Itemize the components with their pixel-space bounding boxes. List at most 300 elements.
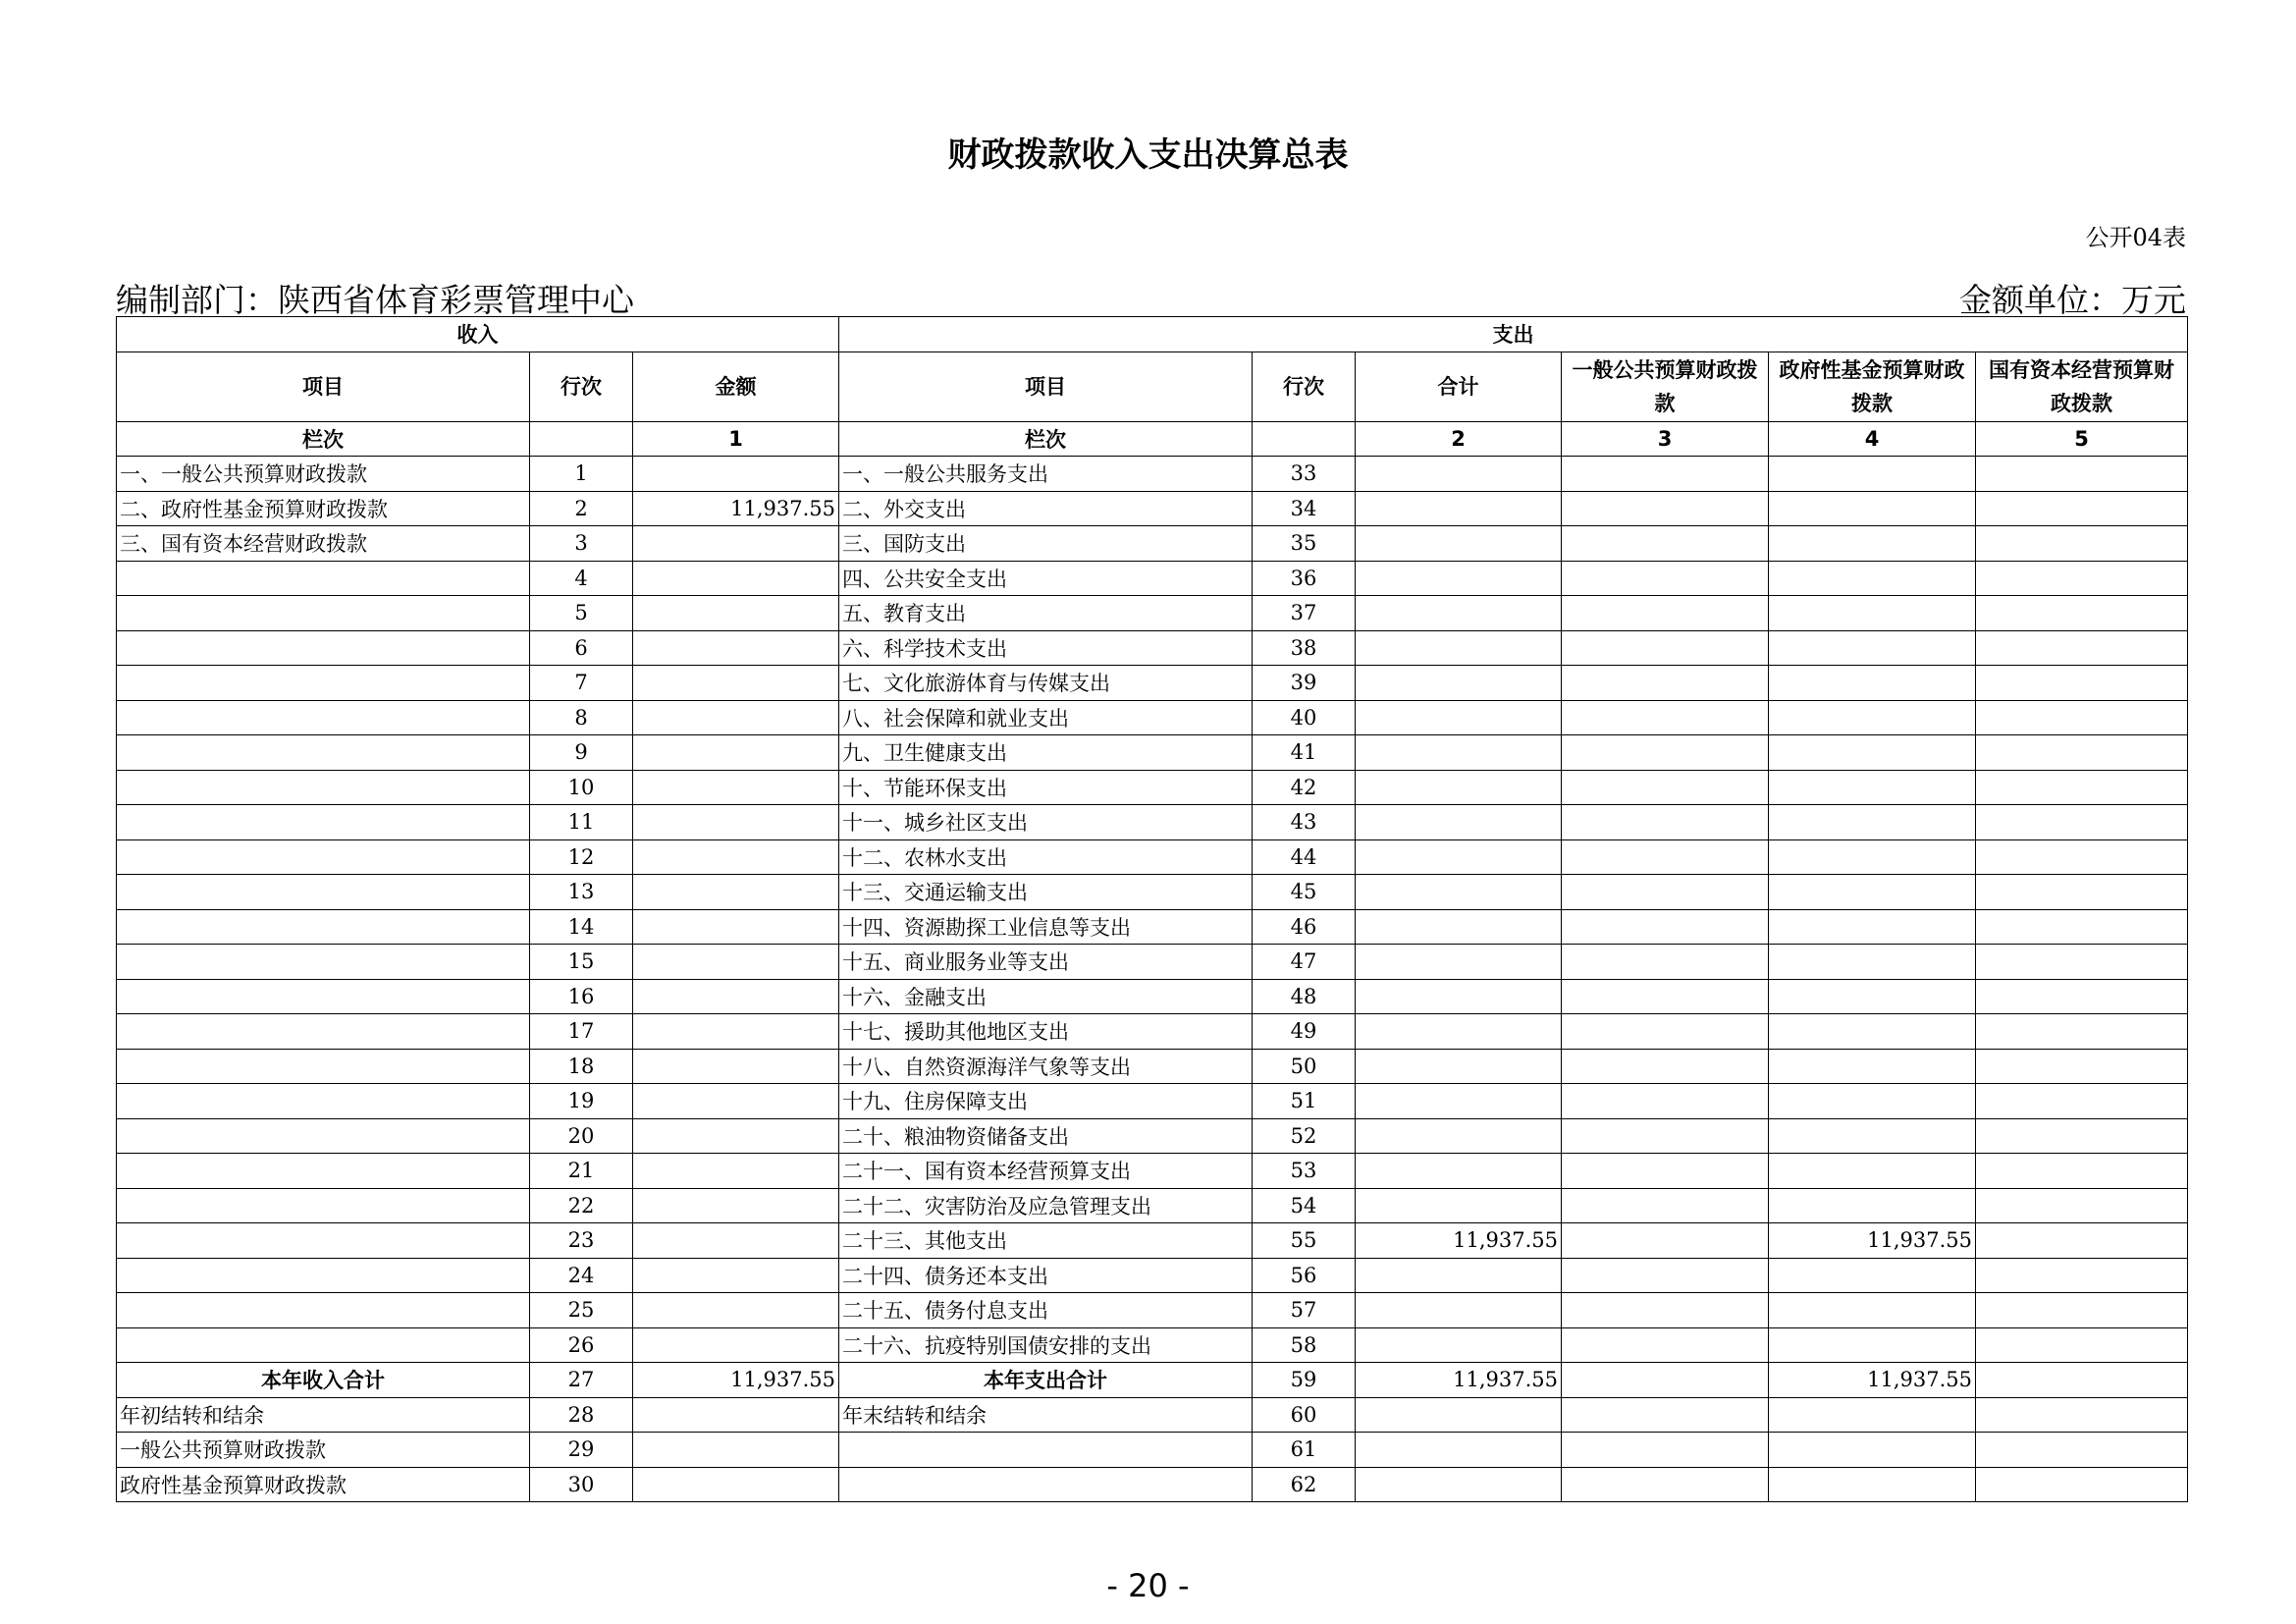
income-row-no-cell: 23 bbox=[530, 1223, 633, 1259]
table-row bbox=[117, 1327, 2188, 1363]
fiscal-table bbox=[116, 316, 2188, 1502]
table-row bbox=[117, 875, 2188, 910]
fund-budget-cell bbox=[1769, 805, 1976, 840]
table-row bbox=[117, 1084, 2188, 1119]
income-item-cell bbox=[117, 770, 530, 805]
expense-row-no-cell: 42 bbox=[1253, 770, 1356, 805]
income-item-cell bbox=[117, 839, 530, 875]
general-budget-cell bbox=[1562, 561, 1769, 596]
table-row bbox=[117, 491, 2188, 526]
expense-row-no-cell: 48 bbox=[1253, 979, 1356, 1014]
income-item-cell bbox=[117, 1154, 530, 1189]
state-capital-cell bbox=[1976, 666, 2188, 701]
compiling-department: 编制部门：陕西省体育彩票管理中心 bbox=[116, 281, 634, 319]
expense-item-cell: 八、社会保障和就业支出 bbox=[839, 700, 1253, 735]
income-row-no-cell: 14 bbox=[530, 909, 633, 945]
income-row-no-cell: 28 bbox=[530, 1397, 633, 1433]
income-row-no-cell: 18 bbox=[530, 1049, 633, 1084]
income-item-cell: 二、政府性基金预算财政拨款 bbox=[117, 491, 530, 526]
general-budget-cell bbox=[1562, 526, 1769, 562]
expense-item-cell: 十七、援助其他地区支出 bbox=[839, 1014, 1253, 1050]
fund-budget-cell bbox=[1769, 1397, 1976, 1433]
state-capital-cell bbox=[1976, 1433, 2188, 1468]
expense-row-no-cell: 53 bbox=[1253, 1154, 1356, 1189]
income-amount-cell bbox=[633, 457, 839, 492]
state-capital-cell bbox=[1976, 875, 2188, 910]
total-cell bbox=[1356, 700, 1562, 735]
expense-row-no-header: 行次 bbox=[1253, 352, 1356, 421]
fund-budget-cell bbox=[1769, 1258, 1976, 1293]
income-row-no-cell: 2 bbox=[530, 491, 633, 526]
income-row-no-cell: 6 bbox=[530, 630, 633, 666]
state-capital-cell bbox=[1976, 770, 2188, 805]
income-item-cell bbox=[117, 596, 530, 631]
expense-row-no-cell: 33 bbox=[1253, 457, 1356, 492]
income-amount-cell bbox=[633, 596, 839, 631]
expense-item-cell: 十九、住房保障支出 bbox=[839, 1084, 1253, 1119]
column-number: 1 bbox=[633, 421, 839, 457]
state-capital-cell bbox=[1976, 979, 2188, 1014]
fund-budget-cell bbox=[1769, 457, 1976, 492]
income-row-no-cell: 27 bbox=[530, 1363, 633, 1398]
state-capital-cell bbox=[1976, 526, 2188, 562]
expense-row-no-cell: 47 bbox=[1253, 945, 1356, 980]
table-row bbox=[117, 1363, 2188, 1398]
table-row bbox=[117, 839, 2188, 875]
income-amount-header: 金额 bbox=[633, 352, 839, 421]
table-row bbox=[117, 1118, 2188, 1154]
total-cell bbox=[1356, 596, 1562, 631]
fund-budget-cell bbox=[1769, 1049, 1976, 1084]
state-capital-cell bbox=[1976, 1154, 2188, 1189]
fund-budget-cell bbox=[1769, 875, 1976, 910]
table-row bbox=[117, 1154, 2188, 1189]
general-budget-cell bbox=[1562, 979, 1769, 1014]
state-capital-cell bbox=[1976, 1118, 2188, 1154]
fund-budget-cell bbox=[1769, 1118, 1976, 1154]
income-row-no-cell: 25 bbox=[530, 1293, 633, 1328]
table-row bbox=[117, 1258, 2188, 1293]
total-cell bbox=[1356, 1327, 1562, 1363]
total-cell bbox=[1356, 1467, 1562, 1502]
total-cell bbox=[1356, 666, 1562, 701]
income-amount-cell bbox=[633, 526, 839, 562]
income-item-cell bbox=[117, 666, 530, 701]
page-title: 财政拨款收入支出决算总表 bbox=[947, 135, 1349, 175]
table-row bbox=[117, 770, 2188, 805]
income-amount-cell bbox=[633, 875, 839, 910]
fund-budget-cell bbox=[1769, 666, 1976, 701]
income-item-cell: 一般公共预算财政拨款 bbox=[117, 1433, 530, 1468]
income-item-cell bbox=[117, 700, 530, 735]
income-row-no-cell: 9 bbox=[530, 735, 633, 771]
expense-row-no-cell: 61 bbox=[1253, 1433, 1356, 1468]
income-row-no-cell: 26 bbox=[530, 1327, 633, 1363]
expense-row-no-cell: 46 bbox=[1253, 909, 1356, 945]
table-row bbox=[117, 1433, 2188, 1468]
income-row-no-cell: 17 bbox=[530, 1014, 633, 1050]
expense-item-header: 项目 bbox=[839, 352, 1253, 421]
state-capital-cell bbox=[1976, 1223, 2188, 1259]
total-cell bbox=[1356, 561, 1562, 596]
state-capital-cell bbox=[1976, 839, 2188, 875]
fund-budget-cell bbox=[1769, 526, 1976, 562]
income-item-cell bbox=[117, 1049, 530, 1084]
expense-item-cell: 二十四、债务还本支出 bbox=[839, 1258, 1253, 1293]
state-capital-cell bbox=[1976, 700, 2188, 735]
expense-item-cell bbox=[839, 1433, 1253, 1468]
expense-header: 支出 bbox=[839, 317, 2188, 352]
total-cell bbox=[1356, 1433, 1562, 1468]
income-item-cell bbox=[117, 805, 530, 840]
total-cell bbox=[1356, 1014, 1562, 1050]
expense-row-no-cell: 39 bbox=[1253, 666, 1356, 701]
total-cell bbox=[1356, 1084, 1562, 1119]
fund-budget-cell bbox=[1769, 1433, 1976, 1468]
general-budget-cell bbox=[1562, 630, 1769, 666]
state-capital-cell bbox=[1976, 1014, 2188, 1050]
general-budget-cell bbox=[1562, 735, 1769, 771]
fund-budget-cell bbox=[1769, 909, 1976, 945]
expense-row-no-cell: 55 bbox=[1253, 1223, 1356, 1259]
expense-item-cell: 二十二、灾害防治及应急管理支出 bbox=[839, 1188, 1253, 1223]
expense-row-no-cell: 38 bbox=[1253, 630, 1356, 666]
table-row bbox=[117, 526, 2188, 562]
fund-budget-cell bbox=[1769, 1327, 1976, 1363]
expense-item-cell: 二、外交支出 bbox=[839, 491, 1253, 526]
total-cell bbox=[1356, 735, 1562, 771]
expense-item-cell: 一、一般公共服务支出 bbox=[839, 457, 1253, 492]
form-number: 公开04表 bbox=[2085, 224, 2186, 251]
income-amount-cell bbox=[633, 805, 839, 840]
income-amount-cell bbox=[633, 979, 839, 1014]
income-item-cell bbox=[117, 1327, 530, 1363]
income-row-no-cell: 4 bbox=[530, 561, 633, 596]
expense-row-no-cell: 34 bbox=[1253, 491, 1356, 526]
expense-item-cell: 二十六、抗疫特别国债安排的支出 bbox=[839, 1327, 1253, 1363]
fund-budget-cell bbox=[1769, 839, 1976, 875]
income-amount-cell bbox=[633, 630, 839, 666]
column-number: 5 bbox=[1976, 421, 2188, 457]
table-row bbox=[117, 561, 2188, 596]
state-capital-cell bbox=[1976, 1397, 2188, 1433]
fund-budget-header: 政府性基金预算财政拨款 bbox=[1769, 352, 1976, 421]
income-row-no-cell: 21 bbox=[530, 1154, 633, 1189]
income-item-cell: 年初结转和结余 bbox=[117, 1397, 530, 1433]
general-budget-cell bbox=[1562, 770, 1769, 805]
fund-budget-cell bbox=[1769, 1084, 1976, 1119]
state-capital-cell bbox=[1976, 491, 2188, 526]
state-capital-cell bbox=[1976, 596, 2188, 631]
general-budget-cell bbox=[1562, 1433, 1769, 1468]
income-amount-cell bbox=[633, 700, 839, 735]
expense-item-cell: 二十三、其他支出 bbox=[839, 1223, 1253, 1259]
income-amount-cell bbox=[633, 1467, 839, 1502]
table-row bbox=[117, 457, 2188, 492]
total-header: 合计 bbox=[1356, 352, 1562, 421]
state-capital-cell bbox=[1976, 1363, 2188, 1398]
general-budget-cell bbox=[1562, 596, 1769, 631]
general-budget-cell bbox=[1562, 457, 1769, 492]
income-item-cell bbox=[117, 1188, 530, 1223]
expense-row-no-cell: 44 bbox=[1253, 839, 1356, 875]
total-cell bbox=[1356, 457, 1562, 492]
total-cell bbox=[1356, 805, 1562, 840]
income-row-no-cell: 13 bbox=[530, 875, 633, 910]
state-capital-cell bbox=[1976, 561, 2188, 596]
income-amount-cell bbox=[633, 770, 839, 805]
income-item-cell bbox=[117, 1293, 530, 1328]
state-capital-cell bbox=[1976, 1049, 2188, 1084]
expense-item-cell: 七、文化旅游体育与传媒支出 bbox=[839, 666, 1253, 701]
fund-budget-cell bbox=[1769, 1188, 1976, 1223]
state-capital-cell bbox=[1976, 1084, 2188, 1119]
income-item-cell bbox=[117, 909, 530, 945]
fund-budget-cell: 11,937.55 bbox=[1769, 1363, 1976, 1398]
income-row-no-cell: 19 bbox=[530, 1084, 633, 1119]
income-amount-cell bbox=[633, 1327, 839, 1363]
expense-item-cell: 十五、商业服务业等支出 bbox=[839, 945, 1253, 980]
column-blank bbox=[1253, 421, 1356, 457]
income-amount-cell bbox=[633, 839, 839, 875]
general-budget-cell bbox=[1562, 1014, 1769, 1050]
income-item-cell: 三、国有资本经营财政拨款 bbox=[117, 526, 530, 562]
income-row-no-cell: 10 bbox=[530, 770, 633, 805]
state-capital-cell bbox=[1976, 630, 2188, 666]
income-amount-cell: 11,937.55 bbox=[633, 491, 839, 526]
expense-item-cell: 十、节能环保支出 bbox=[839, 770, 1253, 805]
income-amount-cell bbox=[633, 1188, 839, 1223]
expense-row-no-cell: 41 bbox=[1253, 735, 1356, 771]
income-row-no-cell: 11 bbox=[530, 805, 633, 840]
income-amount-cell bbox=[633, 1397, 839, 1433]
expense-row-no-cell: 59 bbox=[1253, 1363, 1356, 1398]
total-cell: 11,937.55 bbox=[1356, 1363, 1562, 1398]
total-cell bbox=[1356, 909, 1562, 945]
page-number: - 20 - bbox=[1106, 1567, 1190, 1604]
income-header: 收入 bbox=[117, 317, 839, 352]
income-amount-cell bbox=[633, 1049, 839, 1084]
general-budget-cell bbox=[1562, 805, 1769, 840]
expense-row-no-cell: 54 bbox=[1253, 1188, 1356, 1223]
income-row-no-cell: 3 bbox=[530, 526, 633, 562]
fund-budget-cell bbox=[1769, 979, 1976, 1014]
expense-row-no-cell: 49 bbox=[1253, 1014, 1356, 1050]
total-cell bbox=[1356, 1293, 1562, 1328]
general-budget-cell bbox=[1562, 1188, 1769, 1223]
expense-item-cell: 二十、粮油物资储备支出 bbox=[839, 1118, 1253, 1154]
general-budget-cell bbox=[1562, 700, 1769, 735]
expense-row-no-cell: 36 bbox=[1253, 561, 1356, 596]
income-row-no-cell: 1 bbox=[530, 457, 633, 492]
expense-item-cell: 十四、资源勘探工业信息等支出 bbox=[839, 909, 1253, 945]
expense-item-cell: 二十五、债务付息支出 bbox=[839, 1293, 1253, 1328]
expense-item-cell: 四、公共安全支出 bbox=[839, 561, 1253, 596]
income-item-cell bbox=[117, 735, 530, 771]
general-budget-cell bbox=[1562, 1049, 1769, 1084]
total-cell: 11,937.55 bbox=[1356, 1223, 1562, 1259]
table-row bbox=[117, 666, 2188, 701]
expense-row-no-cell: 60 bbox=[1253, 1397, 1356, 1433]
expense-item-cell: 十一、城乡社区支出 bbox=[839, 805, 1253, 840]
income-row-no-cell: 30 bbox=[530, 1467, 633, 1502]
column-blank bbox=[530, 421, 633, 457]
total-cell bbox=[1356, 1397, 1562, 1433]
income-item-cell bbox=[117, 1014, 530, 1050]
general-budget-cell bbox=[1562, 1327, 1769, 1363]
fund-budget-cell bbox=[1769, 1293, 1976, 1328]
fund-budget-cell bbox=[1769, 700, 1976, 735]
column-number: 2 bbox=[1356, 421, 1562, 457]
income-item-cell bbox=[117, 1223, 530, 1259]
state-capital-cell bbox=[1976, 735, 2188, 771]
state-capital-cell bbox=[1976, 1293, 2188, 1328]
table-row bbox=[117, 1049, 2188, 1084]
fund-budget-cell bbox=[1769, 735, 1976, 771]
fund-budget-cell bbox=[1769, 630, 1976, 666]
general-budget-header: 一般公共预算财政拨款 bbox=[1562, 352, 1769, 421]
expense-item-cell bbox=[839, 1467, 1253, 1502]
total-cell bbox=[1356, 1118, 1562, 1154]
fund-budget-cell bbox=[1769, 945, 1976, 980]
income-amount-cell bbox=[633, 1014, 839, 1050]
income-row-no-cell: 5 bbox=[530, 596, 633, 631]
general-budget-cell bbox=[1562, 1397, 1769, 1433]
general-budget-cell bbox=[1562, 1118, 1769, 1154]
expense-row-no-cell: 62 bbox=[1253, 1467, 1356, 1502]
column-label: 栏次 bbox=[117, 421, 530, 457]
total-cell bbox=[1356, 875, 1562, 910]
column-header-row bbox=[117, 352, 2188, 421]
income-amount-cell bbox=[633, 909, 839, 945]
income-amount-cell bbox=[633, 1223, 839, 1259]
general-budget-cell bbox=[1562, 945, 1769, 980]
income-amount-cell bbox=[633, 666, 839, 701]
table-row bbox=[117, 1397, 2188, 1433]
income-row-no-cell: 24 bbox=[530, 1258, 633, 1293]
state-capital-cell bbox=[1976, 805, 2188, 840]
income-item-cell bbox=[117, 875, 530, 910]
expense-item-cell: 十八、自然资源海洋气象等支出 bbox=[839, 1049, 1253, 1084]
table-row bbox=[117, 805, 2188, 840]
state-capital-cell bbox=[1976, 1327, 2188, 1363]
total-cell bbox=[1356, 630, 1562, 666]
fund-budget-cell bbox=[1769, 561, 1976, 596]
column-label: 栏次 bbox=[839, 421, 1253, 457]
section-header-row bbox=[117, 317, 2188, 352]
expense-item-cell: 年末结转和结余 bbox=[839, 1397, 1253, 1433]
state-capital-cell bbox=[1976, 945, 2188, 980]
income-row-no-cell: 22 bbox=[530, 1188, 633, 1223]
income-row-no-header: 行次 bbox=[530, 352, 633, 421]
income-row-no-cell: 7 bbox=[530, 666, 633, 701]
expense-row-no-cell: 57 bbox=[1253, 1293, 1356, 1328]
expense-item-cell: 十三、交通运输支出 bbox=[839, 875, 1253, 910]
fund-budget-cell bbox=[1769, 491, 1976, 526]
fund-budget-cell bbox=[1769, 596, 1976, 631]
fund-budget-cell bbox=[1769, 770, 1976, 805]
state-capital-cell bbox=[1976, 909, 2188, 945]
expense-item-cell: 三、国防支出 bbox=[839, 526, 1253, 562]
expense-row-no-cell: 35 bbox=[1253, 526, 1356, 562]
general-budget-cell bbox=[1562, 1084, 1769, 1119]
total-cell bbox=[1356, 1049, 1562, 1084]
total-cell bbox=[1356, 945, 1562, 980]
expense-row-no-cell: 58 bbox=[1253, 1327, 1356, 1363]
income-amount-cell bbox=[633, 1084, 839, 1119]
expense-item-cell: 九、卫生健康支出 bbox=[839, 735, 1253, 771]
fund-budget-cell bbox=[1769, 1467, 1976, 1502]
expense-row-no-cell: 52 bbox=[1253, 1118, 1356, 1154]
total-cell bbox=[1356, 1258, 1562, 1293]
state-capital-cell bbox=[1976, 457, 2188, 492]
general-budget-cell bbox=[1562, 1293, 1769, 1328]
amount-unit: 金额单位：万元 bbox=[1959, 281, 2186, 319]
income-row-no-cell: 29 bbox=[530, 1433, 633, 1468]
income-amount-cell bbox=[633, 945, 839, 980]
general-budget-cell bbox=[1562, 1363, 1769, 1398]
column-number: 3 bbox=[1562, 421, 1769, 457]
income-item-cell bbox=[117, 945, 530, 980]
total-cell bbox=[1356, 1154, 1562, 1189]
table-row bbox=[117, 735, 2188, 771]
total-cell bbox=[1356, 770, 1562, 805]
income-amount-cell bbox=[633, 561, 839, 596]
table-row bbox=[117, 909, 2188, 945]
income-row-no-cell: 20 bbox=[530, 1118, 633, 1154]
general-budget-cell bbox=[1562, 1154, 1769, 1189]
column-number: 4 bbox=[1769, 421, 1976, 457]
income-amount-cell bbox=[633, 1293, 839, 1328]
table-row bbox=[117, 1223, 2188, 1259]
table-row bbox=[117, 1293, 2188, 1328]
total-cell bbox=[1356, 526, 1562, 562]
table-row bbox=[117, 1467, 2188, 1502]
income-amount-cell bbox=[633, 735, 839, 771]
general-budget-cell bbox=[1562, 1467, 1769, 1502]
expense-item-cell: 二十一、国有资本经营预算支出 bbox=[839, 1154, 1253, 1189]
total-cell bbox=[1356, 1188, 1562, 1223]
income-amount-cell bbox=[633, 1433, 839, 1468]
income-item-header: 项目 bbox=[117, 352, 530, 421]
income-item-cell bbox=[117, 1084, 530, 1119]
table-row bbox=[117, 700, 2188, 735]
income-item-cell: 本年收入合计 bbox=[117, 1363, 530, 1398]
state-capital-cell bbox=[1976, 1188, 2188, 1223]
income-amount-cell bbox=[633, 1118, 839, 1154]
table-row bbox=[117, 1014, 2188, 1050]
fund-budget-cell bbox=[1769, 1154, 1976, 1189]
income-row-no-cell: 12 bbox=[530, 839, 633, 875]
table-row bbox=[117, 945, 2188, 980]
table-row bbox=[117, 979, 2188, 1014]
income-row-no-cell: 15 bbox=[530, 945, 633, 980]
fund-budget-cell bbox=[1769, 1014, 1976, 1050]
state-capital-cell bbox=[1976, 1467, 2188, 1502]
income-amount-cell bbox=[633, 1154, 839, 1189]
income-item-cell bbox=[117, 1258, 530, 1293]
total-cell bbox=[1356, 979, 1562, 1014]
income-item-cell bbox=[117, 561, 530, 596]
general-budget-cell bbox=[1562, 909, 1769, 945]
state-capital-cell bbox=[1976, 1258, 2188, 1293]
income-amount-cell: 11,937.55 bbox=[633, 1363, 839, 1398]
expense-row-no-cell: 56 bbox=[1253, 1258, 1356, 1293]
total-cell bbox=[1356, 839, 1562, 875]
expense-row-no-cell: 37 bbox=[1253, 596, 1356, 631]
expense-row-no-cell: 51 bbox=[1253, 1084, 1356, 1119]
general-budget-cell bbox=[1562, 1223, 1769, 1259]
